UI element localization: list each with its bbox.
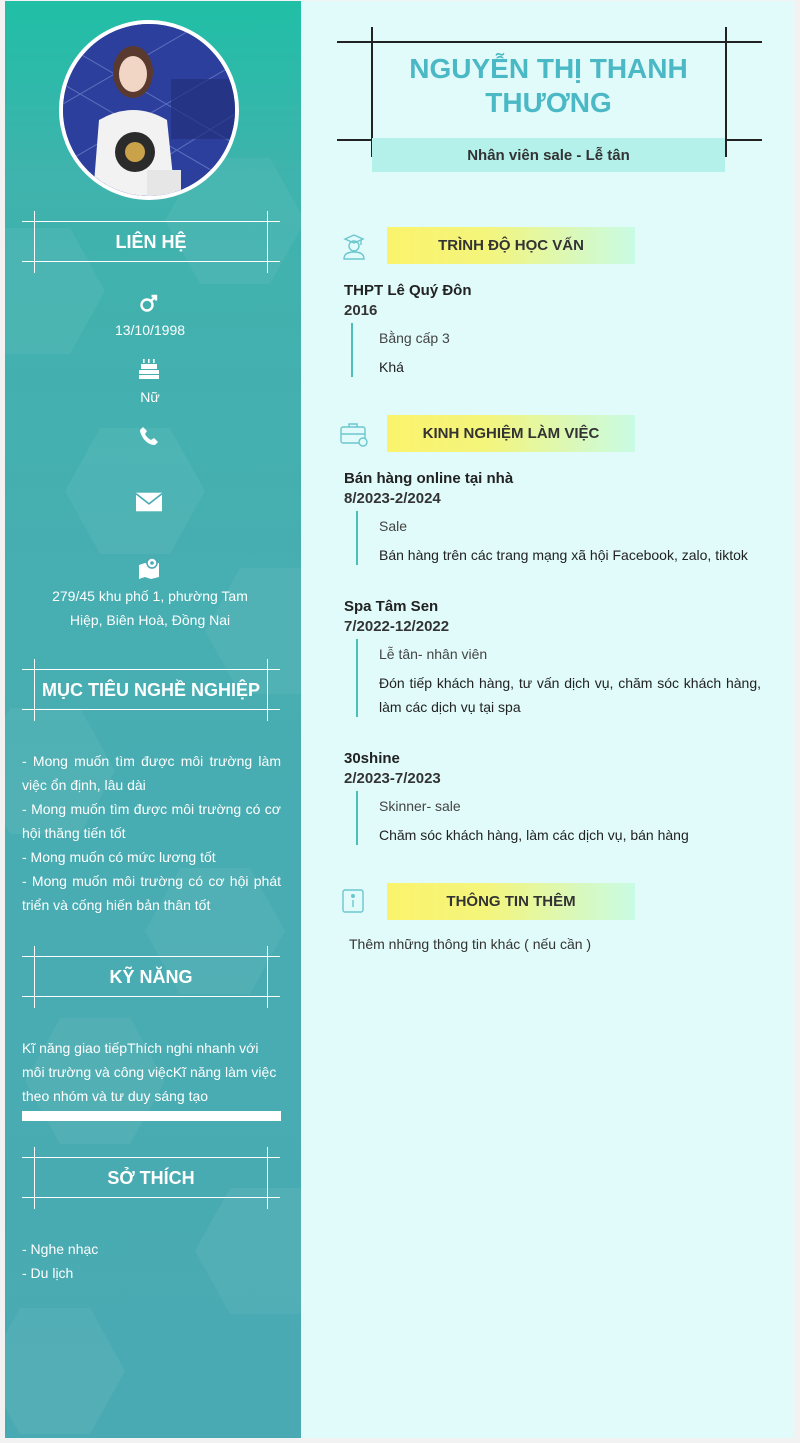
experience-role: Sale xyxy=(379,518,408,534)
main-content xyxy=(301,1,794,1438)
objective-item: - Mong muốn tìm được môi trường làm việc ổn định, lâu dài xyxy=(22,753,281,793)
map-pin-icon xyxy=(136,556,162,580)
objective-item: - Mong muốn môi trường có cơ hội phát triển và cống hiến bản thân tốt xyxy=(22,873,281,913)
education-school: THPT Lê Quý Đôn xyxy=(344,282,472,299)
experience-company: 30shine xyxy=(344,750,400,767)
education-grade: Khá xyxy=(379,359,404,375)
experience-heading: KINH NGHIỆM LÀM VIỆC xyxy=(387,415,635,452)
experience-role: Skinner- sale xyxy=(379,798,461,814)
briefcase-icon xyxy=(339,419,369,449)
hobbies-heading-frame xyxy=(22,1147,280,1209)
cake-icon xyxy=(136,357,162,381)
gender-text: Nữ xyxy=(140,389,160,405)
experience-period: 8/2023-2/2024 xyxy=(344,490,441,507)
skill-level-bar xyxy=(22,1111,281,1121)
experience-period: 7/2022-12/2022 xyxy=(344,618,450,635)
sidebar xyxy=(5,1,301,1438)
education-degree: Bằng cấp 3 xyxy=(379,330,450,346)
objective-item: - Mong muốn tìm được môi trường có cơ hội thăng tiến tốt xyxy=(22,801,281,841)
education-accent-bar xyxy=(351,323,353,377)
additional-heading: THÔNG TIN THÊM xyxy=(387,883,635,920)
hobby-item: - Nghe nhạc xyxy=(22,1241,99,1257)
hobby-item: - Du lịch xyxy=(22,1265,74,1281)
male-symbol-icon xyxy=(136,291,162,315)
avatar-photo xyxy=(63,24,235,196)
hobbies-list xyxy=(22,1237,281,1285)
objective-item: - Mong muốn có mức lương tốt xyxy=(22,849,216,865)
avatar xyxy=(59,20,239,200)
phone-icon xyxy=(136,424,162,448)
experience-company: Bán hàng online tại nhà xyxy=(344,470,514,487)
job-title: Nhân viên sale - Lễ tân xyxy=(372,138,725,172)
objective-list xyxy=(22,749,281,917)
skills-text: Kĩ năng giao tiếpThích nghi nhanh với môi trường và công việcKĩ năng làm việc theo nhóm và tư duy sáng tạo xyxy=(22,1040,277,1104)
education-year: 2016 xyxy=(344,302,378,319)
experience-company: Spa Tâm Sen xyxy=(344,598,439,615)
additional-text: Thêm những thông tin khác ( nếu cần ) xyxy=(349,936,592,952)
envelope-icon xyxy=(136,490,162,514)
skills-heading: KỸ NĂNG xyxy=(109,966,193,987)
graduate-icon xyxy=(339,231,369,261)
contact-heading: LIÊN HỆ xyxy=(115,231,187,252)
experience-accent-bar xyxy=(356,511,358,565)
objective-heading-frame xyxy=(22,659,280,721)
cv-page xyxy=(5,1,794,1438)
education-heading: TRÌNH ĐỘ HỌC VẤN xyxy=(387,227,635,264)
experience-desc: Đón tiếp khách hàng, tư vấn dịch vụ, chăm sóc khách hàng, làm các dịch vụ tại spa xyxy=(379,675,761,715)
address-text: 279/45 khu phố 1, phường Tam Hiệp, Biên Hoà, Đồng Nai xyxy=(52,588,248,628)
experience-accent-bar xyxy=(356,639,358,717)
hobbies-heading: SỞ THÍCH xyxy=(107,1167,195,1188)
experience-desc: Chăm sóc khách hàng, làm các dịch vụ, bán hàng xyxy=(379,827,689,843)
objective-heading: MỤC TIÊU NGHỀ NGHIỆP xyxy=(41,679,260,700)
info-icon xyxy=(339,887,369,917)
contact-heading-frame xyxy=(22,211,280,273)
experience-desc: Bán hàng trên các trang mạng xã hội Facebook, zalo, tiktok xyxy=(379,547,748,563)
birthday-text: 13/10/1998 xyxy=(114,322,186,338)
experience-role: Lễ tân- nhân viên xyxy=(379,646,488,662)
skills-heading-frame xyxy=(22,946,280,1008)
experience-accent-bar xyxy=(356,791,358,845)
experience-period: 2/2023-7/2023 xyxy=(344,770,441,787)
full-name: NGUYỄN THỊ THANH THƯƠNG xyxy=(409,53,688,118)
